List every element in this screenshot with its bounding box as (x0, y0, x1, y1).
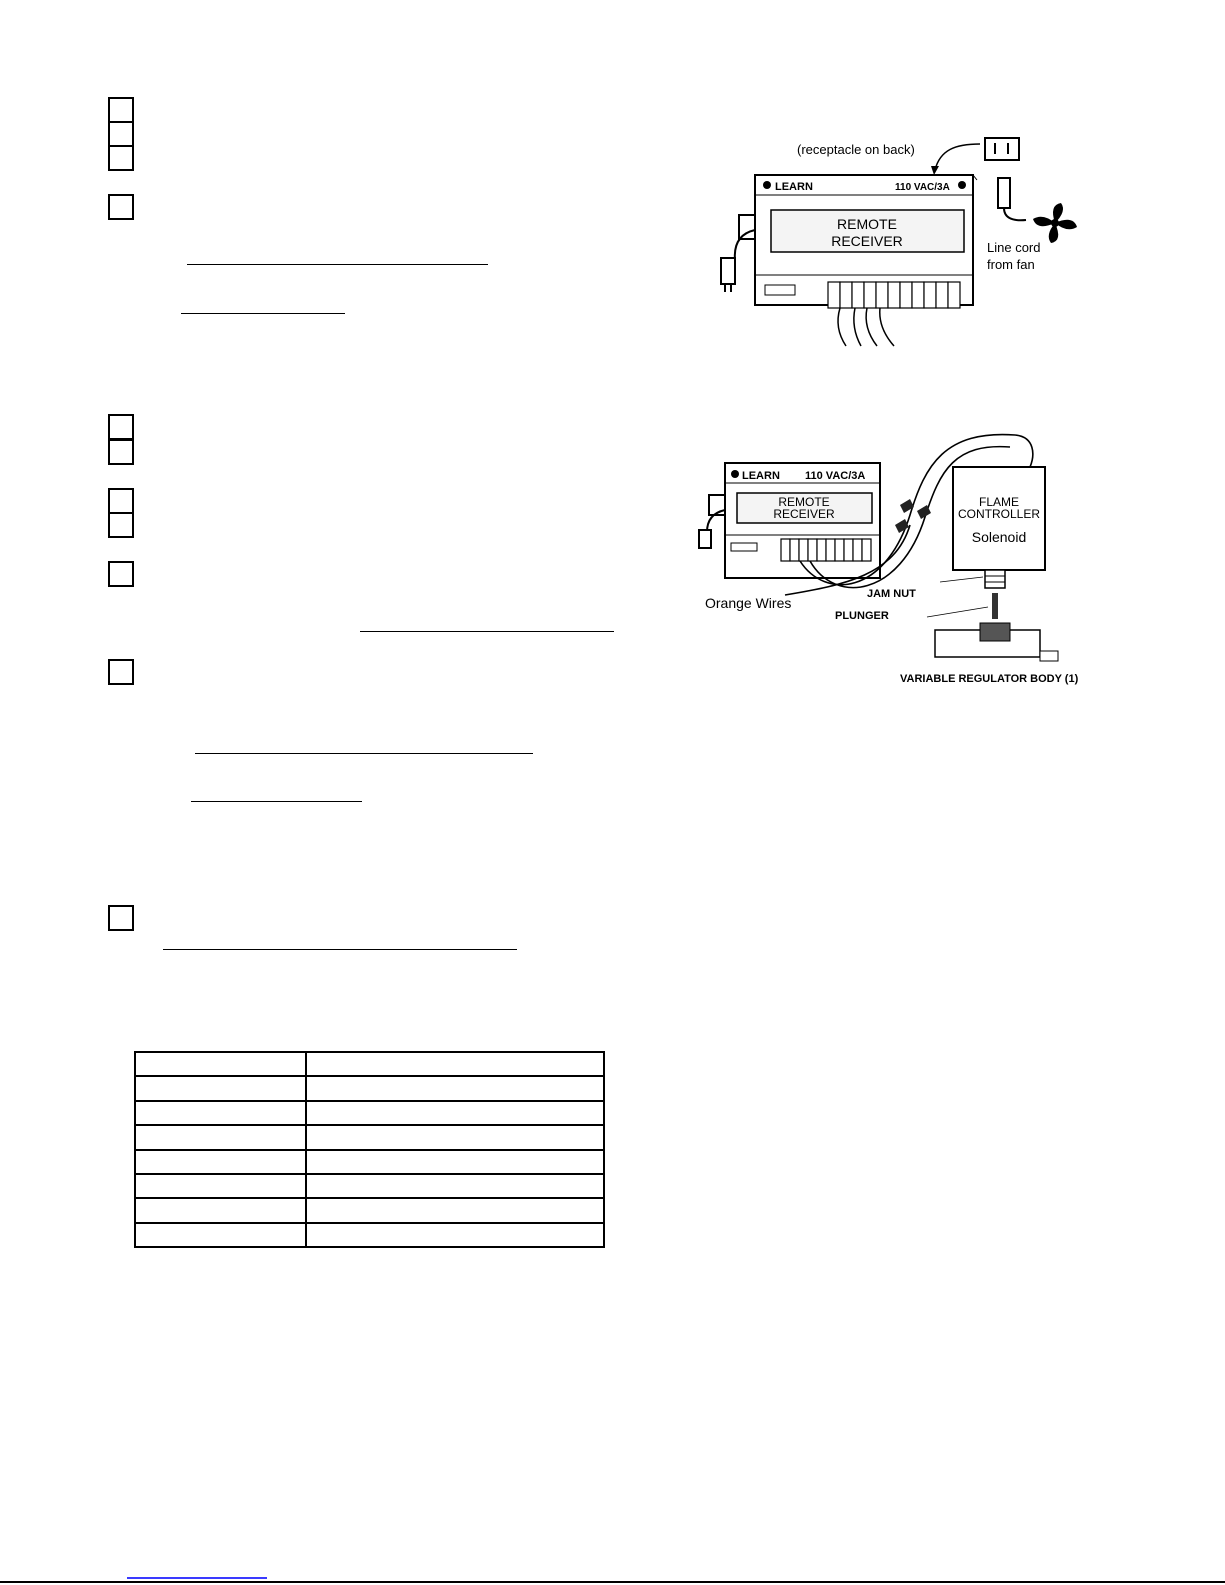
table-cell (306, 1076, 604, 1100)
bottom-rule (0, 1581, 1225, 1583)
table-cell (306, 1223, 604, 1247)
table-cell (135, 1198, 306, 1222)
controller-line1: FLAME (978, 495, 1020, 509)
controller-line2: CONTROLLER (957, 507, 1041, 521)
empty-table (134, 1051, 605, 1248)
checkbox-10[interactable] (108, 659, 134, 685)
table-cell (306, 1198, 604, 1222)
blank-line-5 (191, 801, 362, 802)
checkbox-2[interactable] (108, 121, 134, 147)
table-row (135, 1052, 604, 1076)
line-cord-line1: Line cord (987, 240, 1041, 255)
line-cord-line2: from fan (987, 257, 1035, 272)
table-cell (306, 1174, 604, 1198)
checkbox-8[interactable] (108, 512, 134, 538)
table-row (135, 1150, 604, 1174)
screen2-line1: REMOTE (778, 495, 830, 509)
plunger-label: PLUNGER (835, 610, 889, 622)
receptacle-note: (receptacle on back) (797, 142, 915, 157)
table-cell (306, 1101, 604, 1125)
checkbox-7[interactable] (108, 488, 134, 514)
learn-label-2: LEARN (742, 470, 780, 482)
jam-nut-label: JAM NUT (867, 588, 916, 600)
screen-line2: RECEIVER (831, 233, 903, 249)
blank-line-1 (187, 264, 488, 265)
voltage-label: 110 VAC/3A (895, 182, 950, 193)
controller-line3: Solenoid (971, 529, 1027, 545)
remote-receiver-figure (715, 130, 1100, 355)
table-cell (135, 1052, 306, 1076)
table-row (135, 1174, 604, 1198)
table-cell (135, 1150, 306, 1174)
table-row (135, 1198, 604, 1222)
table-cell (135, 1076, 306, 1100)
checkbox-9[interactable] (108, 561, 134, 587)
regulator-label: VARIABLE REGULATOR BODY (1) (900, 673, 1079, 685)
fan-icon (1033, 203, 1077, 243)
blank-line-3 (360, 631, 614, 632)
table-row (135, 1076, 604, 1100)
learn-label: LEARN (775, 181, 813, 193)
blank-line-2 (181, 313, 345, 314)
table-cell (306, 1150, 604, 1174)
table-cell (135, 1174, 306, 1198)
checkbox-4[interactable] (108, 194, 134, 220)
checkbox-5[interactable] (108, 414, 134, 440)
table-cell (135, 1125, 306, 1149)
table-cell (306, 1125, 604, 1149)
screen-line1: REMOTE (837, 216, 897, 232)
table-cell (135, 1101, 306, 1125)
table-cell (135, 1223, 306, 1247)
checkbox-6[interactable] (108, 439, 134, 465)
blank-line-6 (163, 949, 517, 950)
flame-controller-figure (695, 425, 1105, 695)
orange-wires-label: Orange Wires (705, 595, 792, 611)
screen2-line2: RECEIVER (773, 507, 835, 521)
table-row (135, 1101, 604, 1125)
checkbox-3[interactable] (108, 145, 134, 171)
checkbox-11[interactable] (108, 905, 134, 931)
table-row (135, 1223, 604, 1247)
table-cell (306, 1052, 604, 1076)
blank-line-4 (195, 753, 533, 754)
table-row (135, 1125, 604, 1149)
outlet-icon (985, 138, 1019, 160)
footer-link[interactable] (127, 1577, 267, 1579)
checkbox-1[interactable] (108, 97, 134, 123)
voltage-label-2: 110 VAC/3A (805, 470, 866, 482)
